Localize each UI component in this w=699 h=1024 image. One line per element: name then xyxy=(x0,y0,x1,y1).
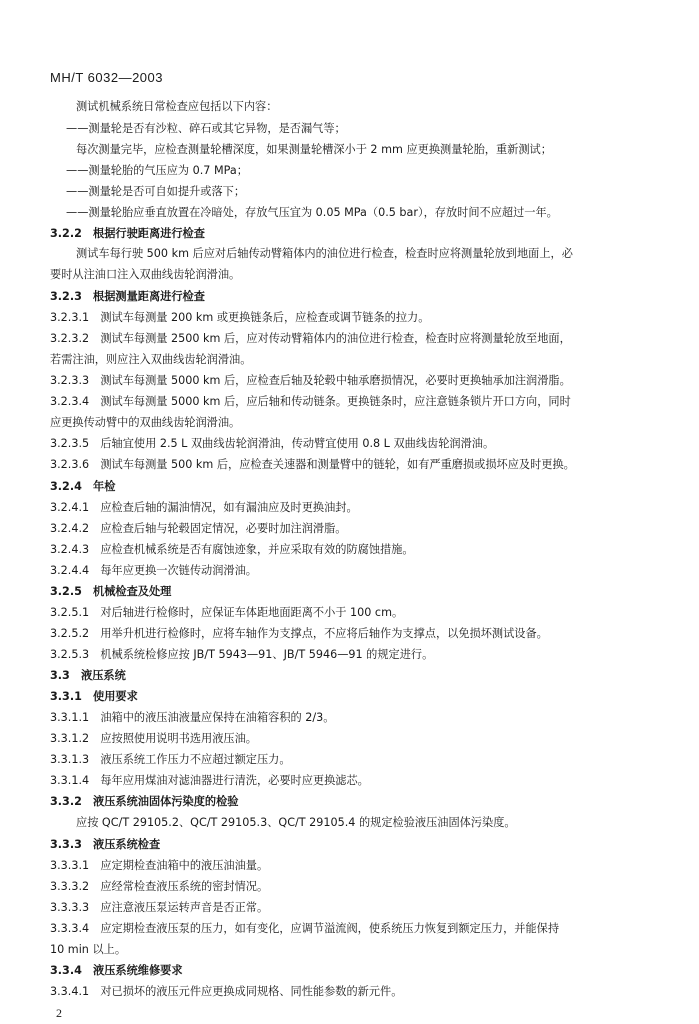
section-heading: 3.2.4 年检 xyxy=(50,480,116,493)
section-heading: 3.2.3 根据测量距离进行检查 xyxy=(50,290,205,303)
document-code: MH/T 6032—2003 xyxy=(50,70,163,85)
paragraph-line: 测试机械系统日常检查应包括以下内容： xyxy=(76,100,278,113)
clause-line: 3.2.3.2 测试车每测量 2500 km 后，应对传动臂箱体内的油位进行检查，检查时应将测量轮放至地面， xyxy=(50,332,571,345)
clause-line: 3.2.3.5 后轴宜使用 2.5 L 双曲线齿轮润滑油，传动臂宜使用 0.8 L 双曲线齿轮润滑油。 xyxy=(50,437,495,450)
section-heading: 3.3 液压系统 xyxy=(50,669,126,682)
clause-line: 3.2.4.4 每年应更换一次链传动润滑油。 xyxy=(50,564,257,577)
clause-line: 3.2.3.3 测试车每测量 5000 km 后，应检查后轴及轮毂中轴承磨损情况，必要时更换轴承加注润滑脂。 xyxy=(50,374,571,387)
clause-line: 3.2.3.4 测试车每测量 5000 km 后，应后轴和传动链条。更换链条时，应注意链条锁片开口方向，同时 xyxy=(50,395,571,408)
clause-line: 3.3.3.1 应定期检查油箱中的液压油油量。 xyxy=(50,859,269,872)
clause-line: 3.3.1.1 油箱中的液压油液量应保持在油箱容积的 2/3。 xyxy=(50,711,335,724)
section-heading: 3.3.4 液压系统维修要求 xyxy=(50,964,183,977)
paragraph-line: 要时从注油口注入双曲线齿轮润滑油。 xyxy=(50,268,241,281)
list-item: ——测量轮胎的气压应为 0.7 MPa； xyxy=(66,164,248,177)
clause-line: 3.2.4.2 应检查后轴与轮毂固定情况，必要时加注润滑脂。 xyxy=(50,522,347,535)
list-item: ——测量轮是否可自如提升或落下； xyxy=(66,185,246,198)
paragraph-line: 应按 QC/T 29105.2、QC/T 29105.3、QC/T 29105.4 的规定检验液压油固体污染度。 xyxy=(76,816,516,829)
section-heading: 3.2.5 机械检查及处理 xyxy=(50,585,172,598)
clause-line: 3.3.3.3 应注意液压泵运转声音是否正常。 xyxy=(50,901,269,914)
section-heading: 3.3.3 液压系统检查 xyxy=(50,838,161,851)
clause-line: 3.3.3.4 应定期检查液压泵的压力，如有变化，应调节溢流阀，使系统压力恢复到额定压力，并能保持 xyxy=(50,922,560,935)
clause-line: 3.2.3.6 测试车每测量 500 km 后，应检查关速器和测量臂中的链轮，如有严重磨损或损坏应及时更换。 xyxy=(50,458,575,471)
clause-line: 3.3.1.3 液压系统工作压力不应超过额定压力。 xyxy=(50,753,291,766)
clause-line: 3.2.3.1 测试车每测量 200 km 或更换链条后，应检查或调节链条的拉力。 xyxy=(50,311,430,324)
clause-line: 3.2.5.3 机械系统检修应按 JB/T 5943—91、JB/T 5946—91 的规定进行。 xyxy=(50,648,434,661)
clause-line: 应更换传动臂中的双曲线齿轮润滑油。 xyxy=(50,416,241,429)
page-number: 2 xyxy=(56,1006,62,1020)
clause-line: 若需注油，则应注入双曲线齿轮润滑油。 xyxy=(50,353,252,366)
clause-line: 10 min 以上。 xyxy=(50,943,127,956)
section-heading: 3.3.1 使用要求 xyxy=(50,690,138,703)
paragraph-line: 测试车每行驶 500 km 后应对后轴传动臂箱体内的油位进行检查，检查时应将测量轮放到地面上，必 xyxy=(76,247,573,260)
list-item: ——测量轮胎应垂直放置在冷暗处，存放气压宜为 0.05 MPa（0.5 bar），存放时间不应超过一年。 xyxy=(66,206,558,219)
clause-line: 3.2.4.1 应检查后轴的漏油情况，如有漏油应及时更换油封。 xyxy=(50,501,358,514)
clause-line: 3.3.4.1 对已损坏的液压元件应更换成同规格、同性能参数的新元件。 xyxy=(50,985,403,998)
section-heading: 3.3.2 液压系统油固体污染度的检验 xyxy=(50,795,239,808)
clause-line: 3.3.1.4 每年应用煤油对滤油器进行清洗，必要时应更换滤芯。 xyxy=(50,774,369,787)
paragraph-line: 每次测量完毕，应检查测量轮槽深度，如果测量轮槽深小于 2 mm 应更换测量轮胎，重新测试； xyxy=(76,143,552,156)
clause-line: 3.2.5.2 用举升机进行检修时，应将车轴作为支撑点，不应将后轴作为支撑点，以免损坏测试设备。 xyxy=(50,627,548,640)
clause-line: 3.3.1.2 应按照使用说明书选用液压油。 xyxy=(50,732,257,745)
clause-line: 3.2.4.3 应检查机械系统是否有腐蚀迹象，并应采取有效的防腐蚀措施。 xyxy=(50,543,414,556)
section-heading: 3.2.2 根据行驶距离进行检查 xyxy=(50,227,205,240)
clause-line: 3.3.3.2 应经常检查液压系统的密封情况。 xyxy=(50,880,269,893)
list-item: ——测量轮是否有沙粒、碎石或其它异物，是否漏气等； xyxy=(66,122,346,135)
clause-line: 3.2.5.1 对后轴进行检修时，应保证车体距地面距离不小于 100 cm。 xyxy=(50,606,404,619)
